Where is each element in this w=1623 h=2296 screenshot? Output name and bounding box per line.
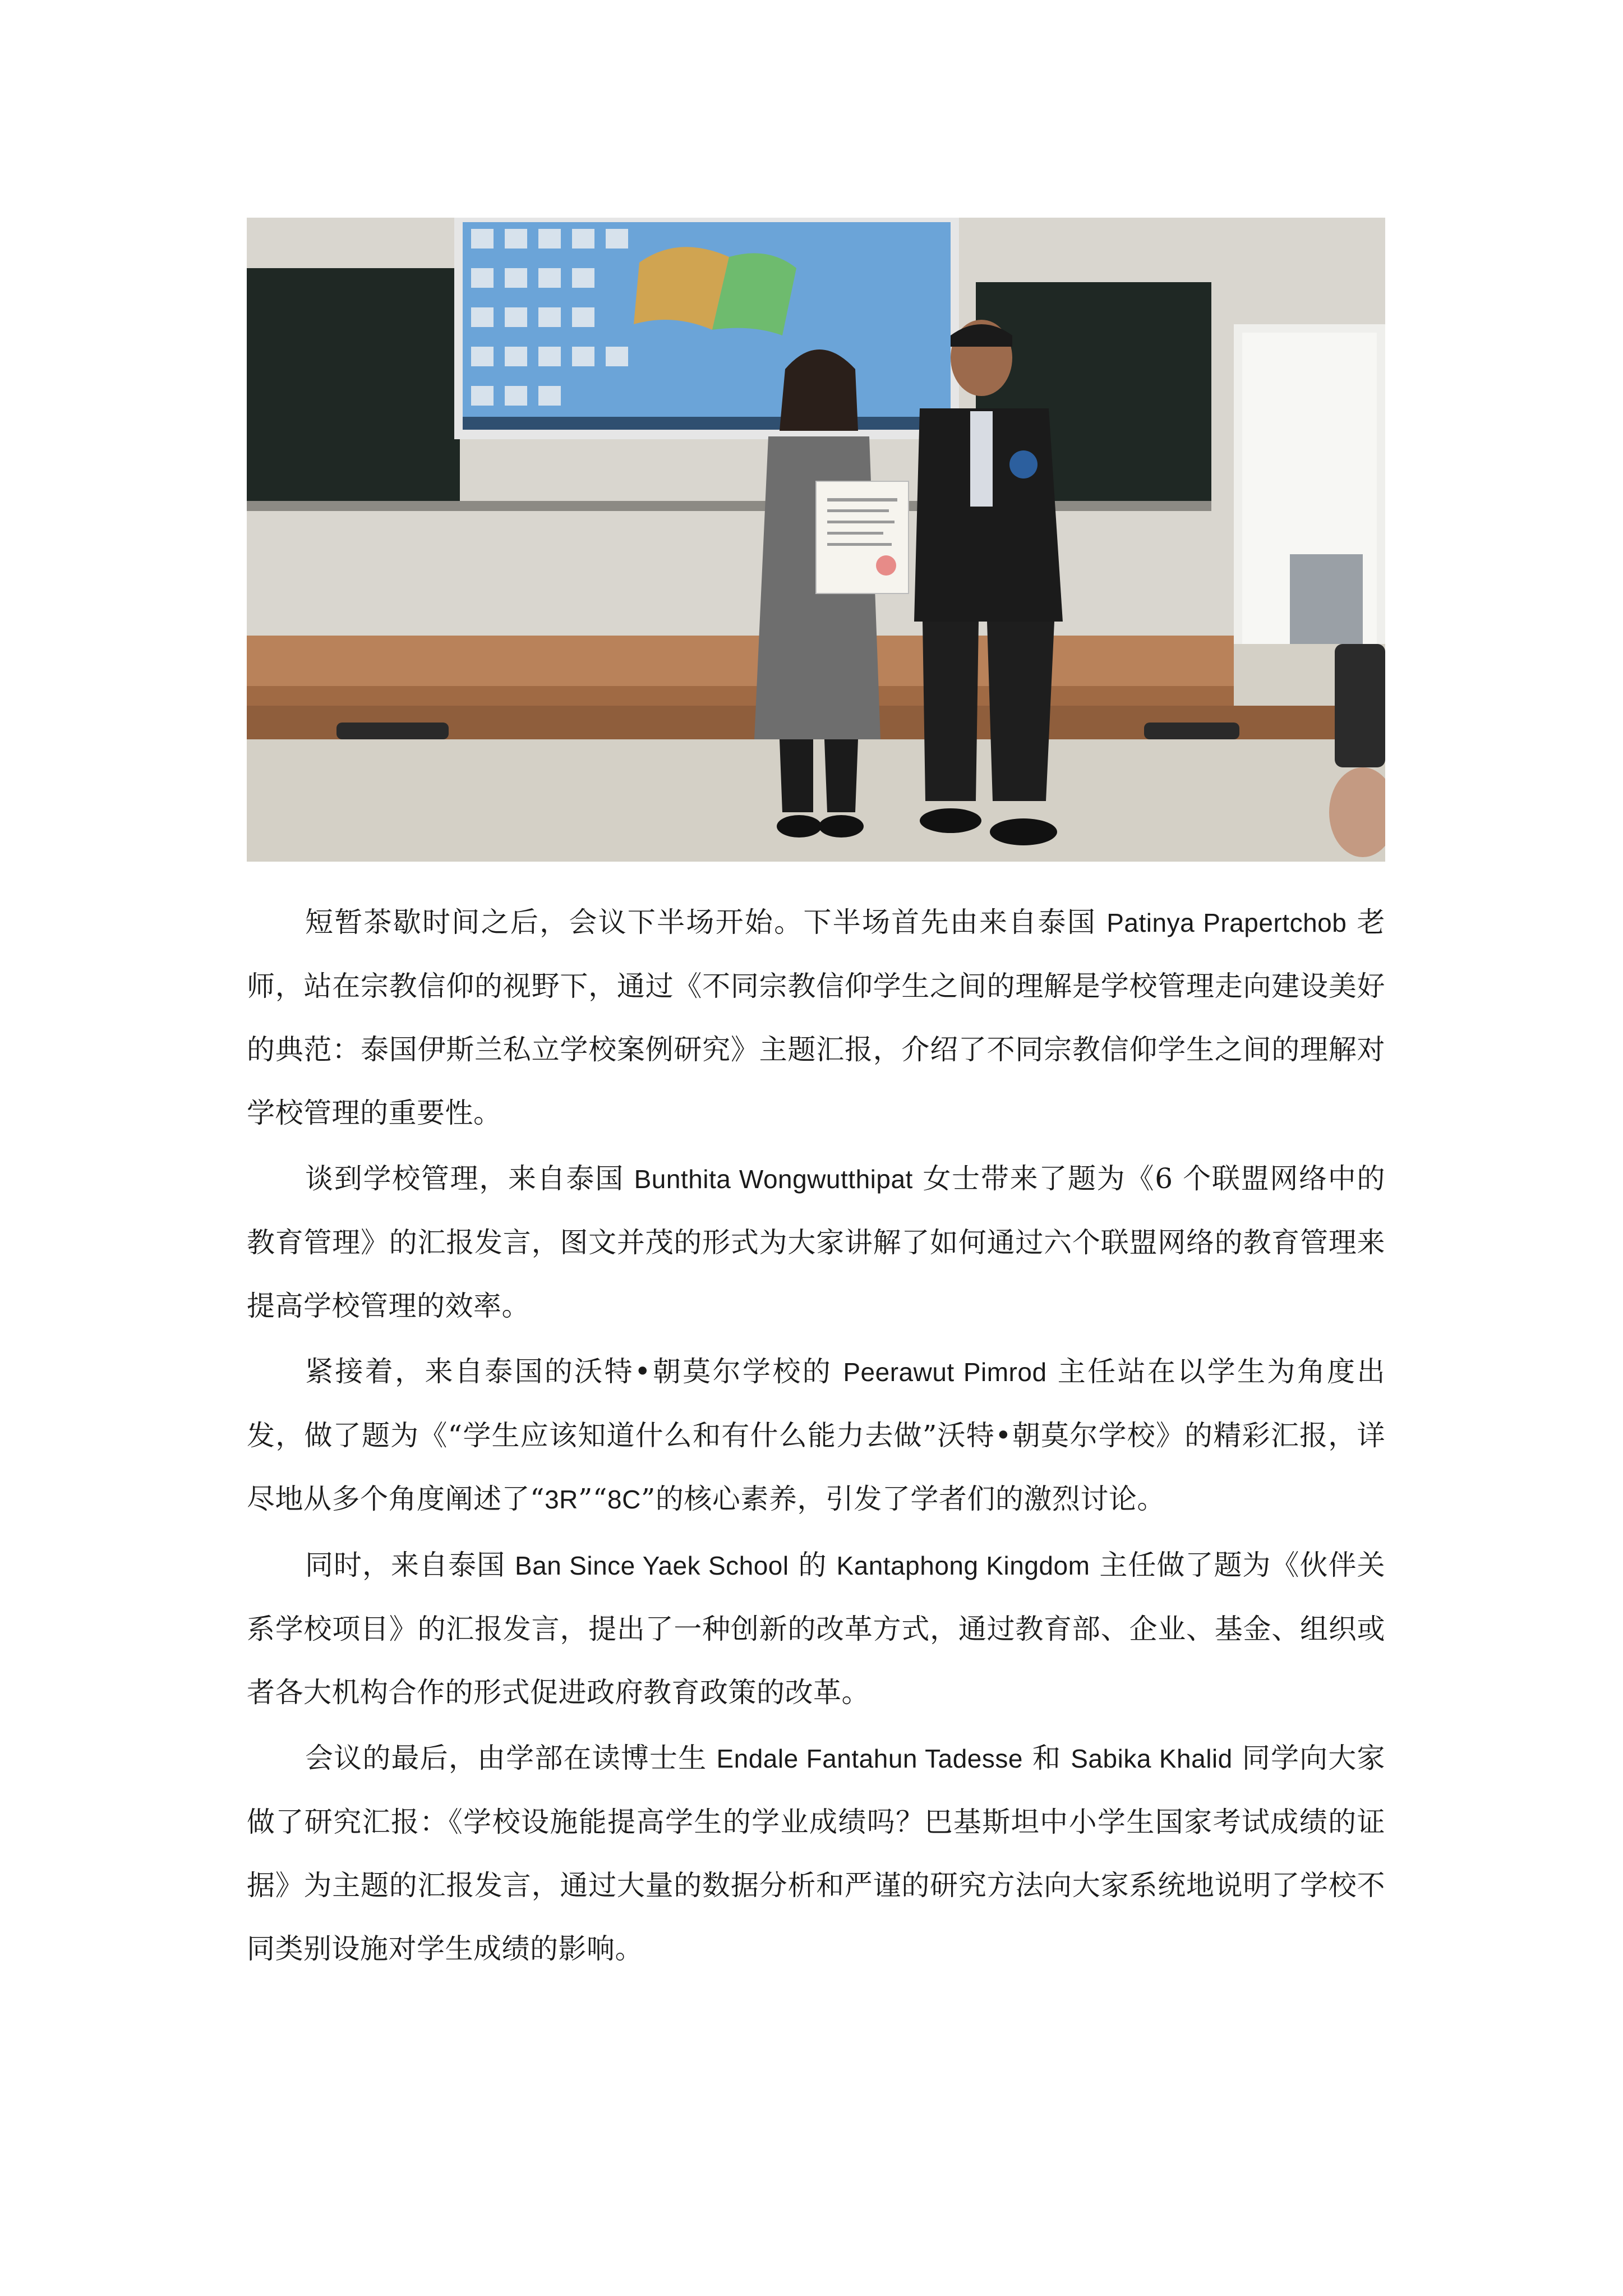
paragraph-text: 会议的最后，由学部在读博士生 xyxy=(305,1742,717,1774)
stage xyxy=(247,636,1234,689)
paragraph-text: 老师，站在宗教信仰的视野下，通过《不同宗教信仰学生之间的理解是学校管理走向建设美好的典范：泰国伊斯兰私立学校案例研究》主题汇报，介绍了不同宗教信仰学生之间的理解对学校管理的重要性。 xyxy=(247,906,1385,1129)
paragraph-text: 同时，来自泰国 xyxy=(305,1549,515,1581)
paragraph-text: 短暂茶歇时间之后，会议下半场开始。下半场首先由来自泰国 xyxy=(305,906,1107,938)
paragraph-text: ”“ xyxy=(578,1483,607,1515)
paragraph xyxy=(247,891,1385,1145)
latin-name-text: 3R xyxy=(545,1485,578,1514)
award-ceremony-photo xyxy=(247,218,1385,862)
paragraph-text: 女士带来了题为《6 个联盟网络中的教育管理》的汇报发言，图文并茂的形式为大家讲解了如何通过六个联盟网络的教育管理来提高学校管理的效率。 xyxy=(247,1162,1385,1322)
latin-name-text: Endale Fantahun Tadesse xyxy=(716,1744,1023,1773)
phone-edge xyxy=(1335,644,1385,767)
paragraph-text: 同学向大家做了研究汇报：《学校设施能提高学生的学业成绩吗？巴基斯坦中小学生国家考试成绩的证据》为主题的汇报发言，通过大量的数据分析和严谨的研究方法向大家系统地说明了学校不同类别设施对学生成绩的影响。 xyxy=(247,1742,1385,1965)
latin-name-text: 8C xyxy=(607,1485,641,1514)
paragraph-text: 紧接着，来自泰国的沃特•朝莫尔学校的 xyxy=(305,1355,843,1388)
paragraph xyxy=(247,1727,1385,1981)
left-chalkboard xyxy=(247,268,460,509)
paragraph xyxy=(247,1147,1385,1338)
article-body xyxy=(247,891,1385,1983)
paragraph-text: 和 xyxy=(1022,1742,1071,1774)
paragraph-text: 的 xyxy=(789,1549,837,1581)
paragraph xyxy=(247,1340,1385,1531)
latin-name-text: Peerawut Pimrod xyxy=(843,1358,1047,1387)
latin-name-text: Patinya Prapertchob xyxy=(1106,908,1347,937)
latin-name-text: Sabika Khalid xyxy=(1071,1744,1233,1773)
paragraph-text: 谈到学校管理，来自泰国 xyxy=(305,1162,634,1195)
latin-name-text: Kantaphong Kingdom xyxy=(836,1551,1090,1580)
paragraph xyxy=(247,1534,1385,1724)
latin-name-text: Ban Since Yaek School xyxy=(515,1551,789,1580)
paragraph-text: 主任做了题为《伙伴关系学校项目》的汇报发言，提出了一种创新的改革方式，通过教育部、企业、基金、组织或者各大机构合作的形式促进政府教育政策的改革。 xyxy=(247,1549,1385,1709)
latin-name-text: Bunthita Wongwutthipat xyxy=(634,1165,913,1194)
photo-scene xyxy=(247,218,1385,862)
paragraph-text: ”的核心素养，引发了学者们的激烈讨论。 xyxy=(640,1483,1165,1515)
paragraph-text: 主任站在以学生为角度出发，做了题为《“学生应该知道什么和有什么能力去做”沃特•朝莫尔学校》的精彩汇报，详尽地从多个角度阐述了“ xyxy=(247,1355,1385,1515)
